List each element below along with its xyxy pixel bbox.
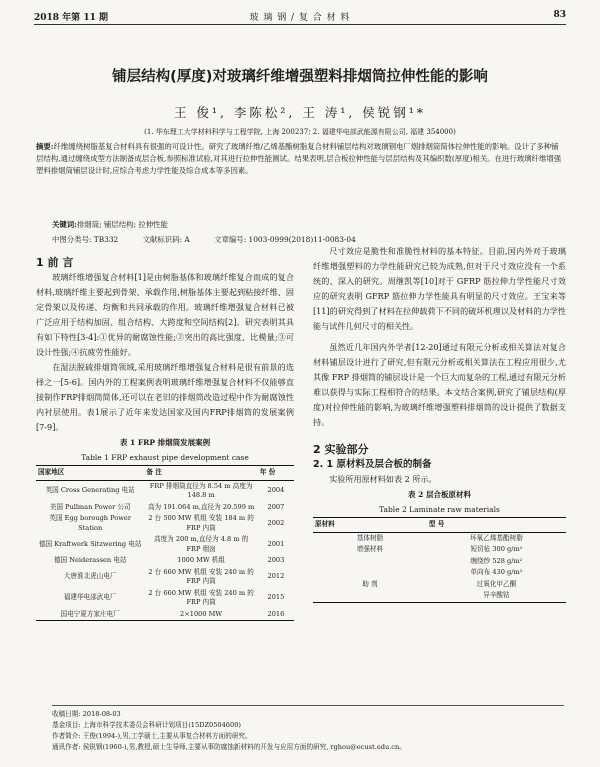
table-cell: 短切毡 300 g/m² [470, 545, 523, 553]
table-cell: 2 台 500 MW 机组 安装 184 m 的 FRP 内筒 [148, 514, 254, 532]
table-cell: 2007 [267, 502, 285, 511]
table-cell [313, 590, 427, 602]
clc-number: 中图分类号: TB332 [52, 235, 119, 244]
keywords-text: 排烟筒; 铺层结构; 拉伸性能 [76, 220, 168, 229]
table-cell: 2 台 660 MW 机组 安装 240 m 的 FRP 内筒 [148, 588, 254, 606]
table-2-caption-zh: 表 2 层合板原材料 [408, 490, 471, 499]
page-number: 83 [553, 10, 566, 20]
affiliation: (1. 华东理工大学材料科学与工程学院, 上海 200237; 2. 福建华电部武能源有限公司, 福建 354000) [144, 128, 456, 136]
table-row [36, 555, 294, 567]
table-cell: 2002 [267, 518, 285, 527]
table-1 [36, 465, 294, 621]
table-cell: 单向布 430 g/m² [470, 568, 523, 576]
corresponding-author: 通讯作者: 侯锐钢(1960-),男,教授,硕士生导师,主要从事防腐蚀新材料的开发与应用方面的研究, rghou@ecust.edu.cn。 [52, 743, 406, 751]
table-cell: 福建华电邵武电厂 [63, 593, 117, 602]
author-intro: 作者简介: 王俊(1994-),男,工学硕士,主要从事复合材料方面的研究。 [52, 732, 252, 740]
abstract [36, 141, 564, 178]
table-cell: 2004 [267, 486, 285, 495]
table-cell: 缠绕纱 528 g/m² [470, 556, 523, 565]
table-row [36, 567, 294, 588]
table-2 [313, 517, 566, 603]
table-cell: 2001 [267, 539, 285, 548]
right-column [313, 244, 566, 603]
footnote [52, 705, 564, 753]
table-cell [313, 556, 427, 568]
document-code: 文献标识码: A [142, 235, 190, 244]
table-1-caption-zh: 表 1 FRP 排烟筒发展案例 [119, 438, 211, 447]
table-cell: 美国 Pullman Power 公司 [49, 502, 131, 511]
subsection-number: 2. 1 [313, 459, 334, 470]
journal-name: 玻 璃 钢 / 复 合 材 料 [249, 13, 351, 23]
table-1-header: 备 注 [144, 466, 258, 481]
table-cell: 2×1000 MW [144, 609, 258, 621]
table-cell: 1000 MW 机组 [177, 556, 225, 564]
table-row [313, 544, 566, 556]
table-2-header: 原材料 [313, 518, 427, 533]
body-paragraph: 虽然近几年国内外学者[12-20]通过有限元分析或相关算法对复合材料铺层设计进行了研究,但有限元分析或相关算法在工程应用很少,尤其像 FRP 排烟筒的铺层设计是一个巨大而复杂的工程,通过有限元分析难以获得与实际工程相符合的结果。本文结合案例,研究了铺层结构(厚度)对拉伸性能的影响,为玻璃纤维增强塑料排烟筒的设计提供了数据支持。 [313, 342, 566, 427]
table-row [36, 534, 294, 555]
section-1-heading: 1 前 言 [36, 256, 74, 269]
table-cell: 2016 [258, 609, 294, 621]
table-cell: 德国 Neiderassen 电站 [53, 556, 127, 564]
table-row [313, 532, 566, 544]
article-number: 文章编号: 1003-0999(2018)11-0083-04 [214, 235, 356, 244]
table-1-header: 国家地区 [36, 466, 144, 481]
body-paragraph: 尺寸效应是脆性和准脆性材料的基本特征。目前,国内外对于玻璃纤维增强塑料的力学性能研究已较为成熟,但对于尺寸效应没有一个系统的、深入的研究。周继凯等[10]对于 GFRP 筋拉伸力学性能尺寸效应的研究表明 GFRP 筋拉伸力学性能具有明显的尺寸效应。王宝来等[11]的研究得到了材料在拉伸载荷下不同的破坏机理以及材料的力学性能与试件几何尺寸的相关性。 [313, 246, 566, 331]
intro-paragraph: 在湿法脱硫排烟筒领域,采用玻璃纤维增强复合材料是很有前景的选择之一[5-6]。国内外的工程案例表明玻璃纤维增强复合材料不仅能够直接制作FRP排烟筒简体,还可以在老旧的排烟筒改造过程中作为耐腐蚀性内衬层使用。表1展示了近年来发达国家及国内FRP排烟筒的发展案例[7-9]。 [36, 362, 294, 432]
table-cell: 增强材料 [356, 545, 384, 553]
table-cell [313, 567, 427, 579]
table-row [36, 513, 294, 534]
table-2-header: 型 号 [427, 518, 566, 533]
table-cell: 2015 [267, 593, 285, 602]
table-cell: 基体树脂 [356, 533, 384, 542]
table-1-caption-en: Table 1 FRP exhaust pipe development case [81, 453, 249, 462]
table-cell: 英国 Cross Generating 电站 [45, 486, 135, 495]
author-list: 王 俊¹, 李陈松², 王 涛¹, 侯锐钢¹* [173, 105, 427, 120]
table-row [36, 588, 294, 609]
keywords [52, 219, 564, 230]
running-header [34, 8, 566, 25]
table-cell: 2003 [267, 556, 285, 564]
table-cell: 环氧乙烯基酯树脂 [470, 533, 523, 542]
intro-paragraph: 玻璃纤维增强复合材料[1]是由树脂基体和玻璃纤维复合而成的复合材料,玻璃纤维主要起到骨架、承载作用,树脂基体主要起到粘接纤维、固定骨架以及传递、均衡和共同承载的作用。玻璃纤维增强复合材料已被广泛应用于结构加固、组合结构、大跨度和空间结构[2]。研究表明其具有如下特性[3-4]:①优异的耐腐蚀性能;②突出的高比强度、比模量;③可设计性强;④抗疲劳性能好。 [36, 272, 294, 357]
table-cell: 2 台 660 MW 机组 安装 240 m 的 FRP 内筒 [148, 567, 254, 585]
table-row [36, 502, 294, 514]
section-2-heading: 2 实验部分 [313, 443, 369, 456]
subsection-text: 实验所用原材料如表 2 所示。 [329, 474, 437, 484]
abstract-label: 摘要: [36, 142, 54, 151]
abstract-text: 纤维缠绕树脂基复合材料具有很强的可设计性。研究了玻璃纤维/乙烯基酯树脂复合材料铺层结构对玻璃钢电厂烟排烟筒简体拉伸性能的影响。设计了多种铺层结构,通过缠绕成型方法制备成层合板,参照标准试验,对其进行拉伸性能测试。结果表明,层合板拉伸性能与层层结构及其编织数(厚度)相关。在进行玻璃纤维增强塑料排烟筒铺层设计时,应综合考虑力学性能及综合成本等多因素。 [36, 142, 562, 176]
table-row [313, 579, 566, 591]
table-row [36, 609, 294, 621]
table-1-header: 年 份 [258, 466, 294, 481]
table-row [313, 567, 566, 579]
table-cell: 国电宁夏方家庄电厂 [36, 609, 144, 621]
table-cell: 大唐淮北虎山电厂 [63, 572, 117, 581]
table-row [36, 480, 294, 502]
fund-project: 基金项目: 上海市科学技术委员会科研计划项目(15DZ0504600) [52, 721, 241, 729]
table-cell: 异辛酸钴 [427, 590, 566, 602]
table-cell: 助 剂 [362, 579, 378, 588]
subsection-title: 原材料及层合板的制备 [336, 459, 432, 470]
article-title: 铺层结构(厚度)对玻璃纤维增强塑料排烟筒拉伸性能的影响 [112, 69, 488, 85]
subsection-2-1-heading [313, 457, 566, 472]
table-cell: 英国 Egg borough Power Station [49, 514, 131, 532]
table-row [313, 556, 566, 568]
table-cell: 高为 191.064 m,直径为 20.599 m [147, 502, 255, 511]
table-cell: FRP 排烟筒直径为 8.54 m 高度为 148.8 m [149, 481, 253, 499]
table-2-caption-en: Table 2 Laminate raw materials [379, 505, 500, 514]
issue-label: 2018 年第 11 期 [34, 13, 108, 23]
received-date: 收稿日期: 2018-08-03 [52, 710, 121, 718]
left-column [36, 255, 294, 621]
table-row [313, 590, 566, 602]
table-cell: 2012 [267, 572, 285, 581]
keywords-label: 关键词: [52, 220, 77, 229]
table-cell: 高度为 200 m,直径为 4.8 m 的 FRP 烟囱 [153, 535, 249, 553]
table-cell: 德国 Kraftwerk Sitzwering 电站 [38, 539, 142, 548]
table-cell: 过氧化甲乙酮 [476, 579, 517, 588]
